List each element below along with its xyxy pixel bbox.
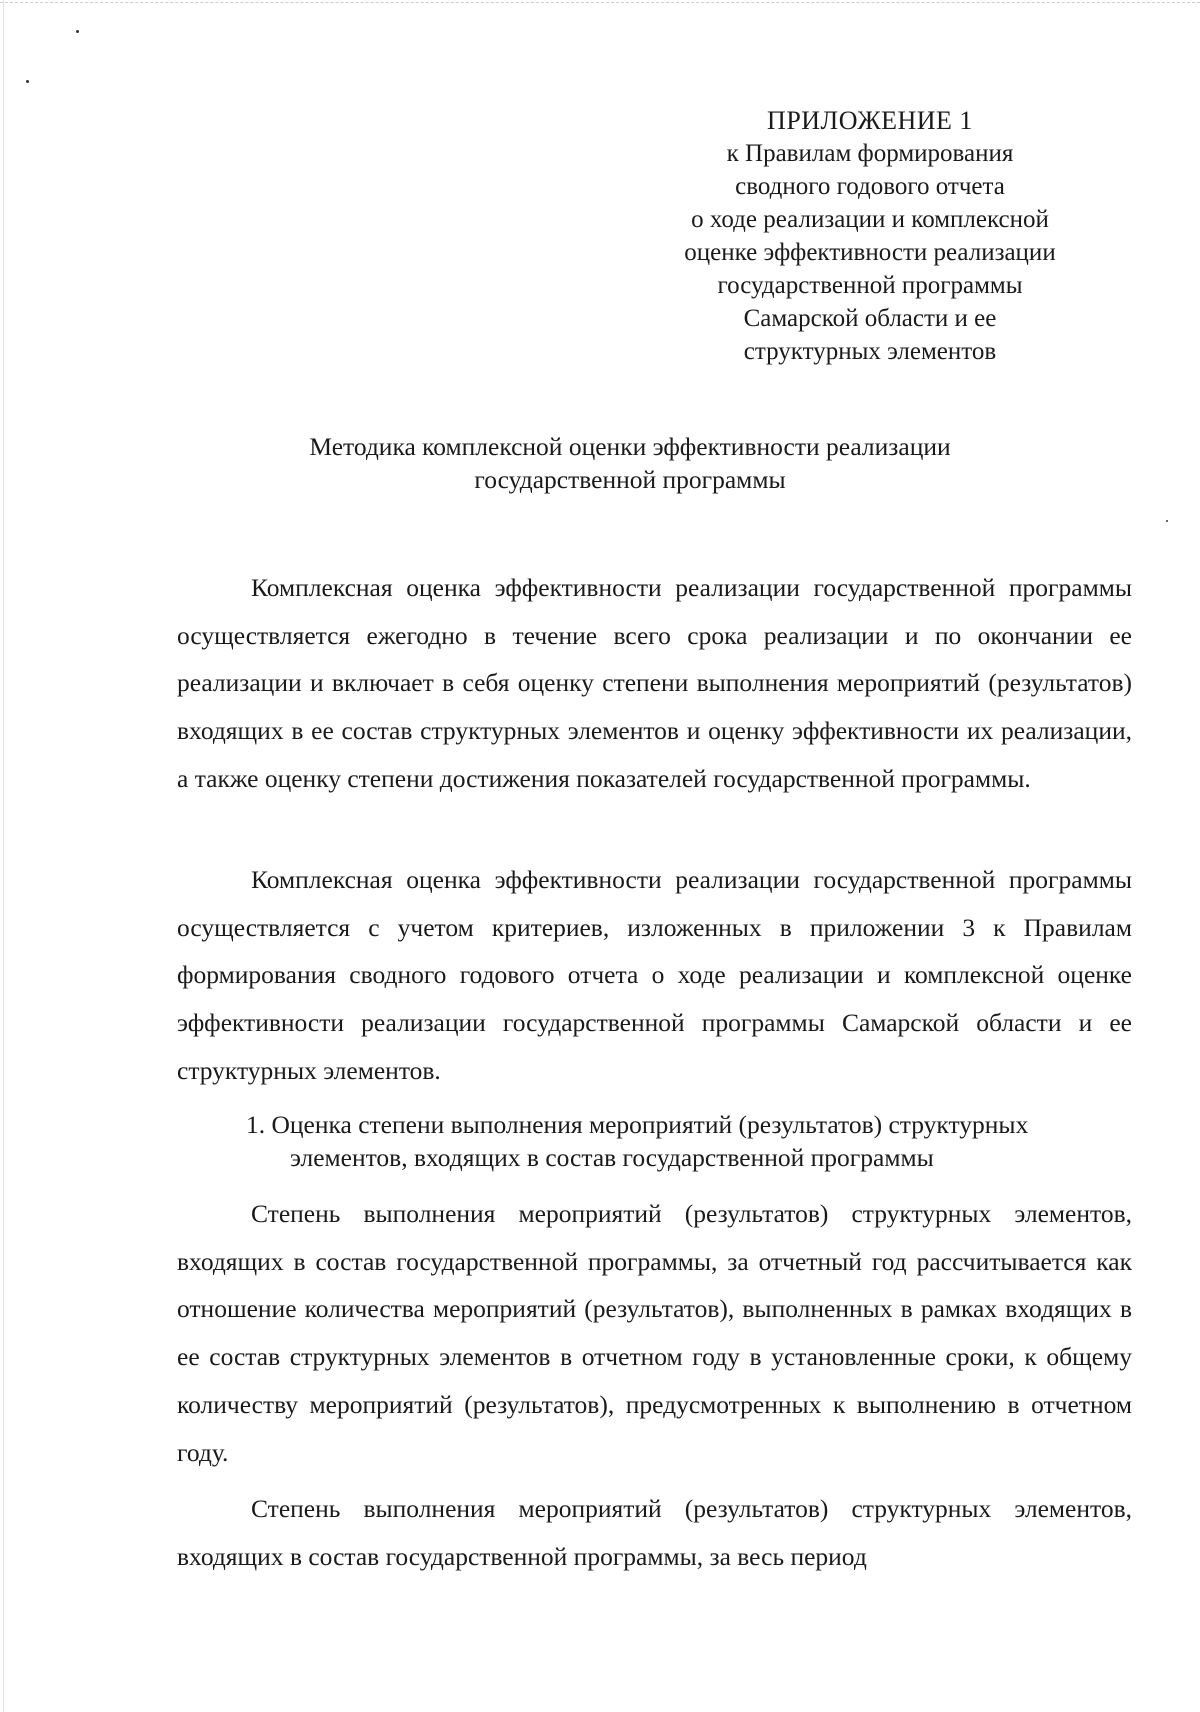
paragraph-text: Комплексная оценка эффективности реализации государственной программы осуществляется с учетом критериев, изложенных в приложении 3 к Правилам формирования сводного годового отчета о ходе реализации и комплексной оценке эффективности реализации государственной программы Самарской области и ее структурных элементов. <box>177 865 1132 1085</box>
appendix-line: Самарской области и ее <box>743 305 997 332</box>
section-heading <box>246 1108 1136 1174</box>
appendix-block <box>630 104 1110 368</box>
scan-speck <box>26 80 29 83</box>
appendix-line: о ходе реализации и комплексной <box>691 206 1049 233</box>
document-title <box>170 430 1090 496</box>
section-heading-line: элементов, входящих в состав государственной программы <box>290 1143 934 1172</box>
paragraph-text: Степень выполнения мероприятий (результатов) структурных элементов, входящих в состав государственной программы, за весь период <box>177 1494 1132 1571</box>
paragraph-4 <box>177 1485 1132 1580</box>
appendix-line: государственной программы <box>717 272 1023 299</box>
appendix-line: оценке эффективности реализации <box>684 239 1056 266</box>
document-title-line: Методика комплексной оценки эффективности реализации <box>309 432 951 461</box>
document-title-line: государственной программы <box>474 465 786 494</box>
scan-edge-artifact <box>3 0 4 1712</box>
scan-speck <box>1166 520 1168 522</box>
section-heading-line: 1. Оценка степени выполнения мероприятий (результатов) структурных <box>246 1110 1029 1139</box>
appendix-line: сводного годового отчета <box>735 173 1005 200</box>
scan-edge-artifact <box>0 2 1200 4</box>
appendix-line: к Правилам формирования <box>726 140 1014 167</box>
paragraph-1 <box>177 564 1132 803</box>
paragraph-text: Комплексная оценка эффективности реализации государственной программы осуществляется ежегодно в течение всего срока реализации и по окончании ее реализации и включает в себя оценку степени выполнения мероприятий (результатов) входящих в ее состав структурных элементов и оценку эффективности их реализации, а также оценку степени достижения показателей государственной программы. <box>177 573 1132 793</box>
appendix-heading: ПРИЛОЖЕНИЕ 1 <box>767 106 973 135</box>
paragraph-2 <box>177 856 1132 1095</box>
paragraph-3 <box>177 1190 1132 1476</box>
appendix-line: структурных элементов <box>743 338 997 365</box>
scan-speck <box>76 30 79 33</box>
paragraph-text: Степень выполнения мероприятий (результатов) структурных элементов, входящих в состав государственной программы, за отчетный год рассчитывается как отношение количества мероприятий (результатов), выполненных в рамках входящих в ее состав структурных элементов в отчетном году в установленные сроки, к общему количеству мероприятий (результатов), предусмотренных к выполнению в отчетном году. <box>177 1199 1132 1467</box>
